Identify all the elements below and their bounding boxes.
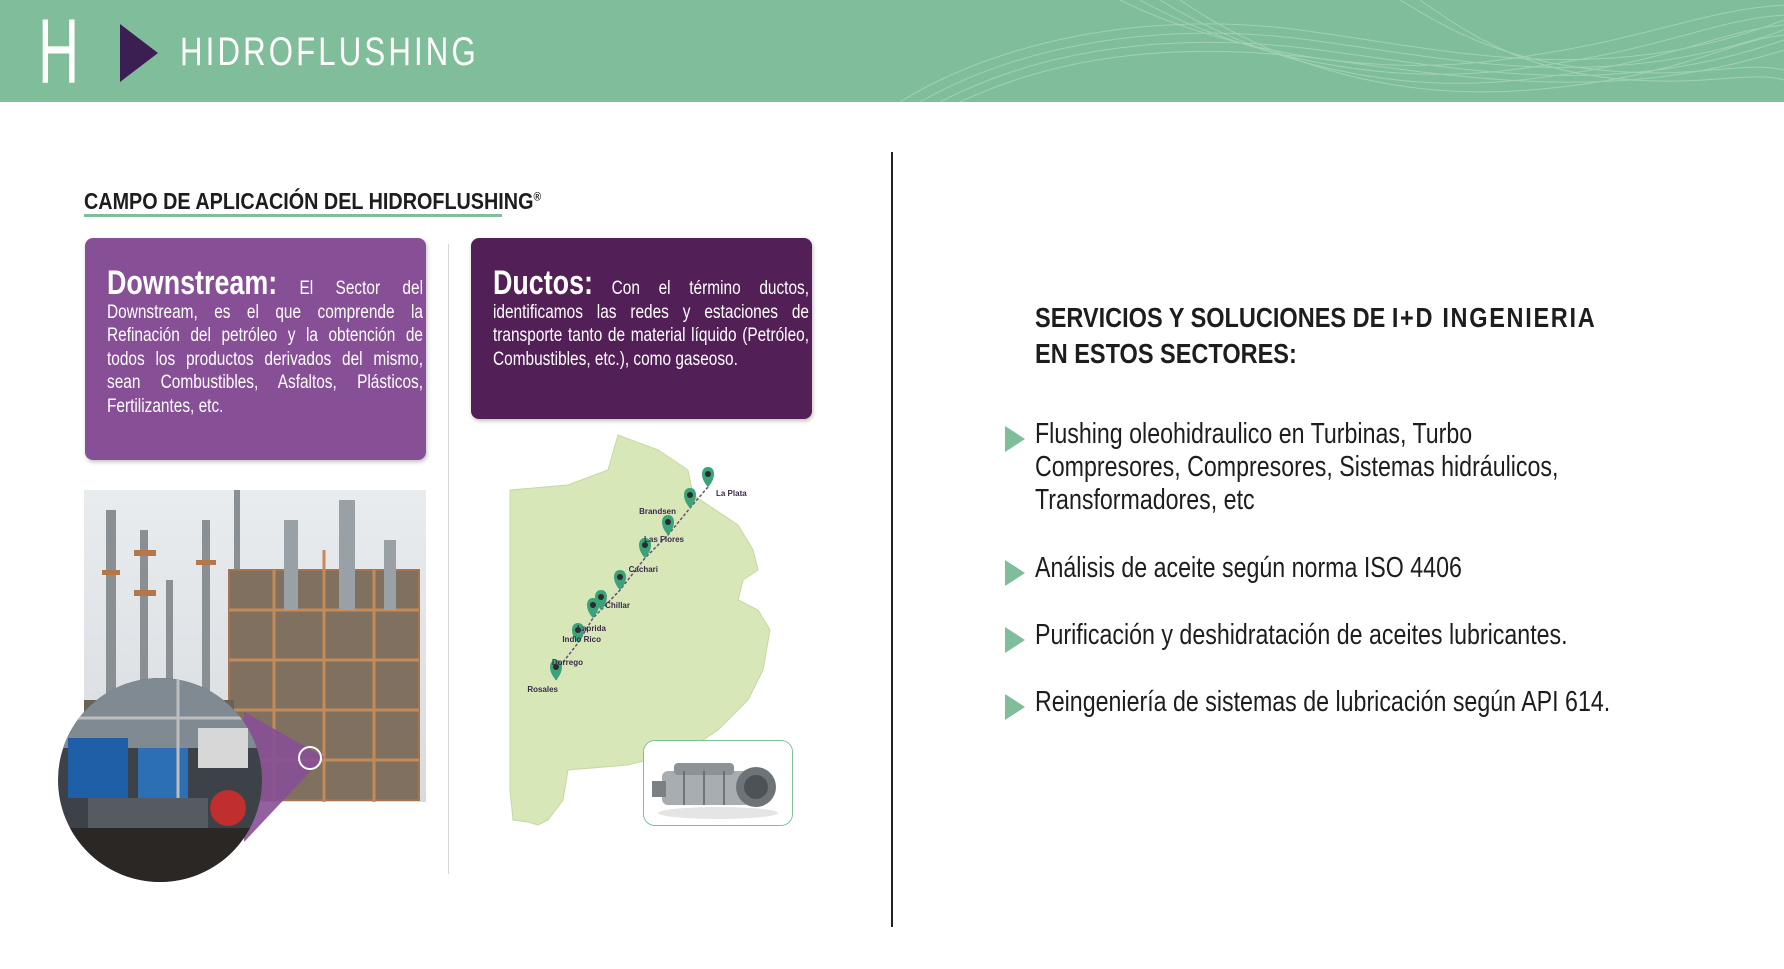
list-item-text: Reingeniería de sistemas de lubricación según API 614.: [1035, 686, 1611, 718]
downstream-card: [85, 238, 426, 460]
ductos-lead: Ductos:: [493, 264, 593, 302]
bullet-arrow-icon: [1005, 627, 1025, 653]
column-divider-center: [891, 152, 893, 927]
place-laprida: Laprida: [577, 624, 606, 633]
registered-mark: ®: [533, 189, 542, 204]
place-cachari: Cachari: [628, 565, 658, 574]
list-item-text: Flushing oleohidraulico en Turbinas, Turbo Compresores, Compresores, Sistemas hidráulicos, Transformadores, etc: [1035, 418, 1559, 516]
section-heading: CAMPO DE APLICACIÓN DEL HIDROFLUSHING®: [84, 188, 542, 214]
bullet-arrow-icon: [1005, 694, 1025, 720]
place-chillar: Chillar: [605, 601, 630, 610]
place-rosales: Rosales: [527, 685, 558, 694]
services-title-line2: EN ESTOS SECTORES:: [1035, 338, 1297, 369]
services-title-line1: SERVICIOS Y SOLUCIONES DE I+D INGENIERIA: [1035, 302, 1597, 333]
list-item-text: Análisis de aceite según norma ISO 4406: [1035, 552, 1462, 584]
page-header: [0, 0, 1784, 102]
services-brand: I+D INGENIERIA: [1391, 302, 1597, 333]
bullet-arrow-icon: [1005, 560, 1025, 586]
ductos-card: [471, 238, 812, 419]
place-indio-rico: Indio Rico: [562, 635, 601, 644]
bullet-arrow-icon: [1005, 426, 1025, 452]
downstream-text: [107, 264, 423, 419]
ductos-body: Con el término ductos, identificamos las redes y estaciones de transporte tanto de material líquido (Petróleo, Combustibles, etc.), como gaseoso.: [493, 277, 809, 370]
turbine-image: [643, 740, 793, 826]
list-item-text: Purificación y deshidratación de aceites lubricantes.: [1035, 619, 1568, 651]
play-triangle-icon: [118, 24, 160, 82]
services-title: [1035, 300, 1596, 372]
downstream-body: El Sector del Downstream, es el que comprende la Refinación del petróleo y la obtención de todos los productos derivados del mismo, sean Combustibles, Asfaltos, Plásticos, Fertilizantes, etc.: [107, 277, 423, 417]
column-divider-left: [448, 244, 449, 874]
place-las-flores: Las Flores: [643, 535, 684, 544]
place-dorrego: Dorrego: [551, 658, 583, 667]
downstream-lead: Downstream:: [107, 264, 278, 302]
place-la-plata: La Plata: [716, 489, 747, 498]
place-brandsen: Brandsen: [639, 507, 676, 516]
machinery-circle-photo: [58, 678, 262, 882]
header-letter: H: [38, 1, 80, 102]
page-title: HIDROFLUSHING: [180, 30, 479, 74]
section-heading-underline: [84, 214, 502, 217]
ductos-text: [493, 264, 809, 371]
